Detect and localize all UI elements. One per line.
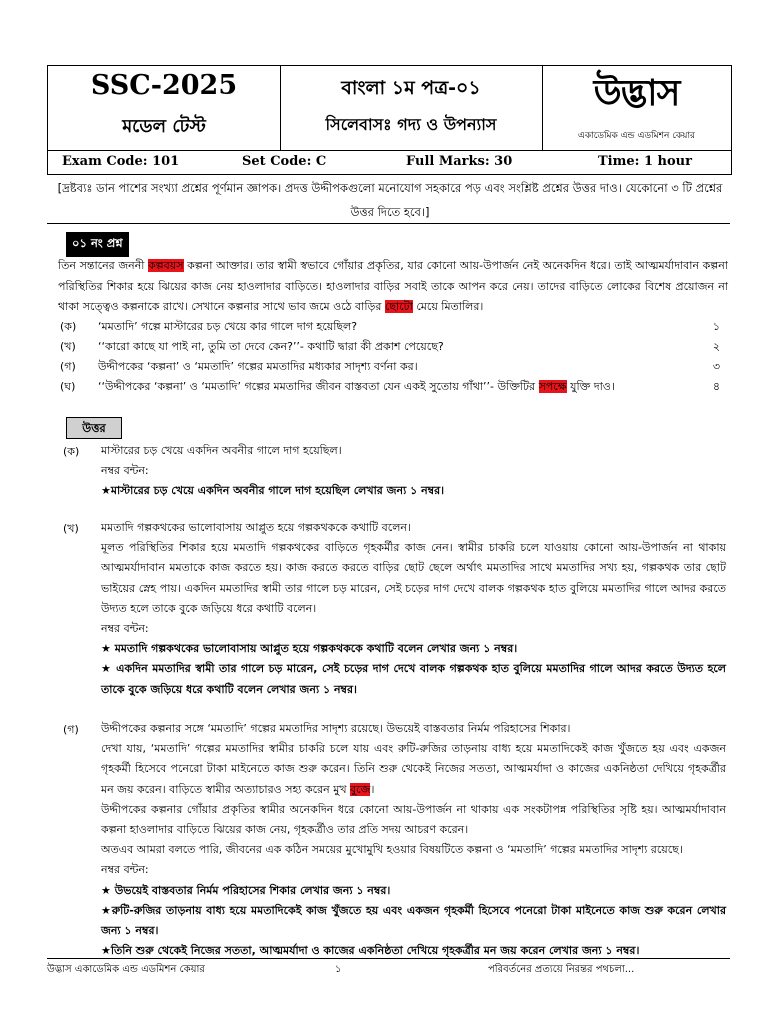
marks-distribution-label: নম্বর বন্টন: <box>101 464 149 478</box>
exam-title: SSC-2025 <box>90 70 238 101</box>
marks-distribution-label: নম্বর বন্টন: <box>101 863 149 877</box>
sub-question-ka <box>58 318 728 338</box>
footer-rule <box>47 958 730 959</box>
question-stem <box>58 256 728 318</box>
header-cell-exam <box>48 66 281 150</box>
answer-paragraph-part: । <box>370 782 375 796</box>
header-top-row <box>48 66 731 151</box>
page-number: ১ <box>335 964 342 975</box>
answer-text: মাস্টারের চড় খেয়ে একদিন অবনীর গালে দাগ হয়েছিল। <box>101 444 342 457</box>
set-code: Set Code: C <box>242 154 327 169</box>
highlight-mark: বুজে <box>350 782 371 796</box>
answer-paragraph <box>101 739 726 800</box>
subject-title: বাংলা ১ম পত্র-০১ <box>341 77 481 99</box>
sub-question-text: উদ্দীপকের ‘কল্পনা’ ও ‘মমতাদি’ গল্পের মমতাদির মধ্যকার সাদৃশ্য বর্ণনা কর। <box>98 360 418 373</box>
answer-ka <box>101 441 726 502</box>
footer-motto: পরিবর্তনের প্রত্যয়ে নিরন্তর পথচলা... <box>488 964 635 975</box>
brand-logo: উদ্ভাস <box>593 73 680 114</box>
sub-question-label: (ঘ) <box>60 380 76 393</box>
answer-paragraph: উদ্দীপকের কল্পনার গোঁয়ার প্রকৃতির স্বামীর অনেকদিন ধরে কোনো আয়-উপার্জন না থাকায় এক সংকটাপন্ন পরিস্থিতির সৃষ্টি হয়। আত্মমর্যাদাবান কল্পনা হাওলাদার বাড়িতে ঝিয়ের কাজ নেয়, গৃহকর্ত্রীও তার প্রতি সদয় আচরণ করেন। <box>101 802 726 837</box>
sub-question-label: (গ) <box>60 360 76 373</box>
sub-question-marks: ৪ <box>712 380 720 393</box>
header-cell-subject <box>280 66 543 150</box>
sub-question-gha <box>58 378 728 398</box>
answer-paragraph: মূলত পরিস্থিতির শিকার হয়ে মমতাদি গল্পকথকের বাড়িতে গৃহকর্মীর কাজ নেন। স্বামীর চাকরি চলে যাওয়ায় কোনো আয়-উপার্জন না থাকায় আত্মমর্যাদাবান মমতাকে কাজ করতে হয়। কাজ করতে করতে বাড়ির ছোট ছেলে অর্থাৎ মমতাদির সাথে মমতাদির সখ্য হয়, গল্পকথক তার ছোট ভাইয়ের স্নেহ পায়। একদিন মমতাদির স্বামী তার গালে চড় মারেন, সেই চড়ের দাগ দেখে বালক গল্পকথক হাত বুলিয়ে মমতাদির গালে আদর করতে উদ্যত হলে তাকে বুকে জড়িয়ে ধরে কথাটি বলেন। <box>101 541 726 615</box>
marks-point: ★ একদিন মমতাদির স্বামী তার গালে চড় মারেন, সেই চড়ের দাগ দেখে বালক গল্পকথক হাত বুলিয়ে মমতাদির গালে আদর করতে উদ্যত হলে তাকে বুকে জড়িয়ে ধরে কথাটি বলেন লেখার জন্য ১ নম্বর। <box>101 662 726 696</box>
answer-button[interactable]: উত্তর <box>66 417 122 439</box>
stem-text: কল্পনা আক্তার। তার স্বামী স্বভাবে গোঁয়ার প্রকৃতির, যার কোনো আয়-উপার্জন নেই অনেকদিন ধরে। তাই আত্মমর্যাদাবান কল্পনা পরিস্থিতির শিকার হয়ে ঝিয়ের কাজ নেয় হাওলাদার বাড়িতে। হাওলাদার বাড়ির সবাই তাকে আপন করে নেয়। তাদের বাড়িতে লোকের বিশেষ প্রয়োজন না থাকা সত্ত্বেও কল্পনাকে রাখে। সেখানে কল্পনার সাথে ভাব জমে ওঠে বাড়ির <box>58 259 728 313</box>
answer-label-kha: (খ) <box>63 522 79 535</box>
exam-header <box>47 65 732 175</box>
marks-point: ★ উভয়েই বাস্তবতার নির্মম পরিহাসের শিকার লেখার জন্য ১ নম্বর। <box>101 883 391 897</box>
marks-distribution-label: নম্বর বন্টন: <box>101 622 149 636</box>
answer-text: উদ্দীপকের কল্পনার সঙ্গে ‘মমতাদি’ গল্পের মমতাদির সাদৃশ্য রয়েছে। উভয়েই বাস্তবতার নির্মম পরিহাসের শিকার। <box>101 722 571 735</box>
sub-question-text <box>98 378 615 397</box>
sub-question-marks: ২ <box>712 340 720 353</box>
footer-brand: উদ্ভাস একাডেমিক এন্ড এডমিশন কেয়ার <box>47 964 205 975</box>
answer-paragraph-part: দেখা যায়, ‘মমতাদি’ গল্পের মমতাদির স্বামীর চাকরি চলে যায় এবং রুটি-রুজির তাড়নায় বাধ্য হয়ে মমতাদিকেই কাজ খুঁজতে হয় এবং একজন গৃহকর্মী হিসেবে পনেরো টাকা মাইনেতে কাজ শুরু করেন। তিনি শুরু থেকেই নিজের সততা, আত্মমর্যাদা ও কাজের একনিষ্ঠতা দেখিয়ে গৃহকর্ত্রীর মন জয় করেন। বাড়িতে স্বামীর অত্যাচারও সহ্য করেন মুখ <box>101 742 726 796</box>
full-marks: Full Marks: 30 <box>406 154 513 169</box>
exam-code: Exam Code: 101 <box>62 154 180 169</box>
answer-label-ka: (ক) <box>63 445 80 458</box>
highlight-mark: কল্পবয়স <box>148 259 184 272</box>
instructions: [দ্রষ্টব্যঃ ডান পাশের সংখ্যা প্রশ্নের পূর্ণমান জ্ঞাপক। প্রদত্ত উদ্দীপকগুলো মনোযোগ সহকারে পড় এবং সংশ্লিষ্ট প্রশ্নের উত্তর দাও। যেকোনো ৩ টি প্রশ্নের উত্তর দিতে হবে।] <box>57 181 723 219</box>
answer-kha <box>101 518 726 700</box>
sub-question-kha <box>58 338 728 358</box>
sub-question-marks: ১ <box>712 320 720 333</box>
answer-text: মমতাদি গল্পকথকের ভালোবাসায় আপ্লুত হয়ে গল্পকথককে কথাটি বলেন। <box>101 521 411 534</box>
answer-paragraph: অতএব আমরা বলতে পারি, জীবনের এক কঠিন সময়ের মুখোমুখি হওয়ার বিষয়টিতে কল্পনা ও ‘মমতাদি’ গল্পের মমতাদির সাদৃশ্য রয়েছে। <box>101 843 683 857</box>
divider <box>47 223 730 224</box>
brand-tagline: একাডেমিক এন্ড এডমিশন কেয়ার <box>577 131 696 141</box>
header-cell-logo <box>542 66 731 150</box>
sub-question-text: ‘‘কারো কাছে যা পাই না, তুমি তা দেবে কেন?’’- কথাটি দ্বারা কী প্রকাশ পেয়েছে? <box>98 340 444 353</box>
time-limit: Time: 1 hour <box>598 154 692 169</box>
stem-text: মেয়ে মিতালির। <box>412 300 484 313</box>
highlight-mark: ছোটো <box>384 300 413 313</box>
marks-point: ★মাস্টারের চড় খেয়ে একদিন অবনীর গালে দাগ হয়েছিল লেখার জন্য ১ নম্বর। <box>101 484 445 498</box>
highlight-mark: সপক্ষে <box>538 380 567 393</box>
marks-point: ★রুটি-রুজির তাড়নায় বাধ্য হয়ে মমতাদিকেই কাজ খুঁজতে হয় এবং একজন গৃহকর্মী হিসেবে পনেরো টাকা মাইনেতে কাজ শুরু করেন লেখার জন্য ১ নম্বর। <box>101 903 726 938</box>
answer-label-ga: (গ) <box>63 723 79 736</box>
model-test-label: মডেল টেস্ট <box>122 116 206 137</box>
sub-question-marks: ৩ <box>712 360 720 373</box>
sub-question-label: (খ) <box>60 340 76 353</box>
question-number-tag: ০১ নং প্রশ্ন <box>66 232 129 257</box>
marks-point: ★তিনি শুরু থেকেই নিজের সততা, আত্মমর্যাদা ও কাজের একনিষ্ঠতা দেখিয়ে গৃহকর্ত্রীর মন জয় করেন লেখার জন্য ১ নম্বর। <box>101 944 640 958</box>
answer-ga <box>101 719 726 961</box>
marks-point: ★ মমতাদি গল্পকথকের ভালোবাসায় আপ্লুত হয়ে গল্পকথককে কথাটি বলেন লেখার জন্য ১ নম্বর। <box>101 642 518 656</box>
sub-question-text-part: ‘‘উদ্দীপকের ‘কল্পনা’ ও ‘মমতাদি’ গল্পের মমতাদির জীবন বাস্তবতা যেন একই সুতোয় গাঁথা’’- উক্তিটির <box>98 380 539 393</box>
stem-text: তিন সন্তানের জননী <box>58 259 149 272</box>
sub-question-text-part: যুক্তি দাও। <box>566 380 615 393</box>
header-info-row <box>48 151 731 173</box>
sub-question-text: ‘মমতাদি’ গল্পে মাস্টারের চড় খেয়ে কার গালে দাগ হয়েছিল? <box>98 320 358 333</box>
sub-question-ga <box>58 358 728 378</box>
sub-question-label: (ক) <box>60 320 77 333</box>
syllabus-label: সিলেবাসঃ গদ্য ও উপন্যাস <box>325 115 497 134</box>
